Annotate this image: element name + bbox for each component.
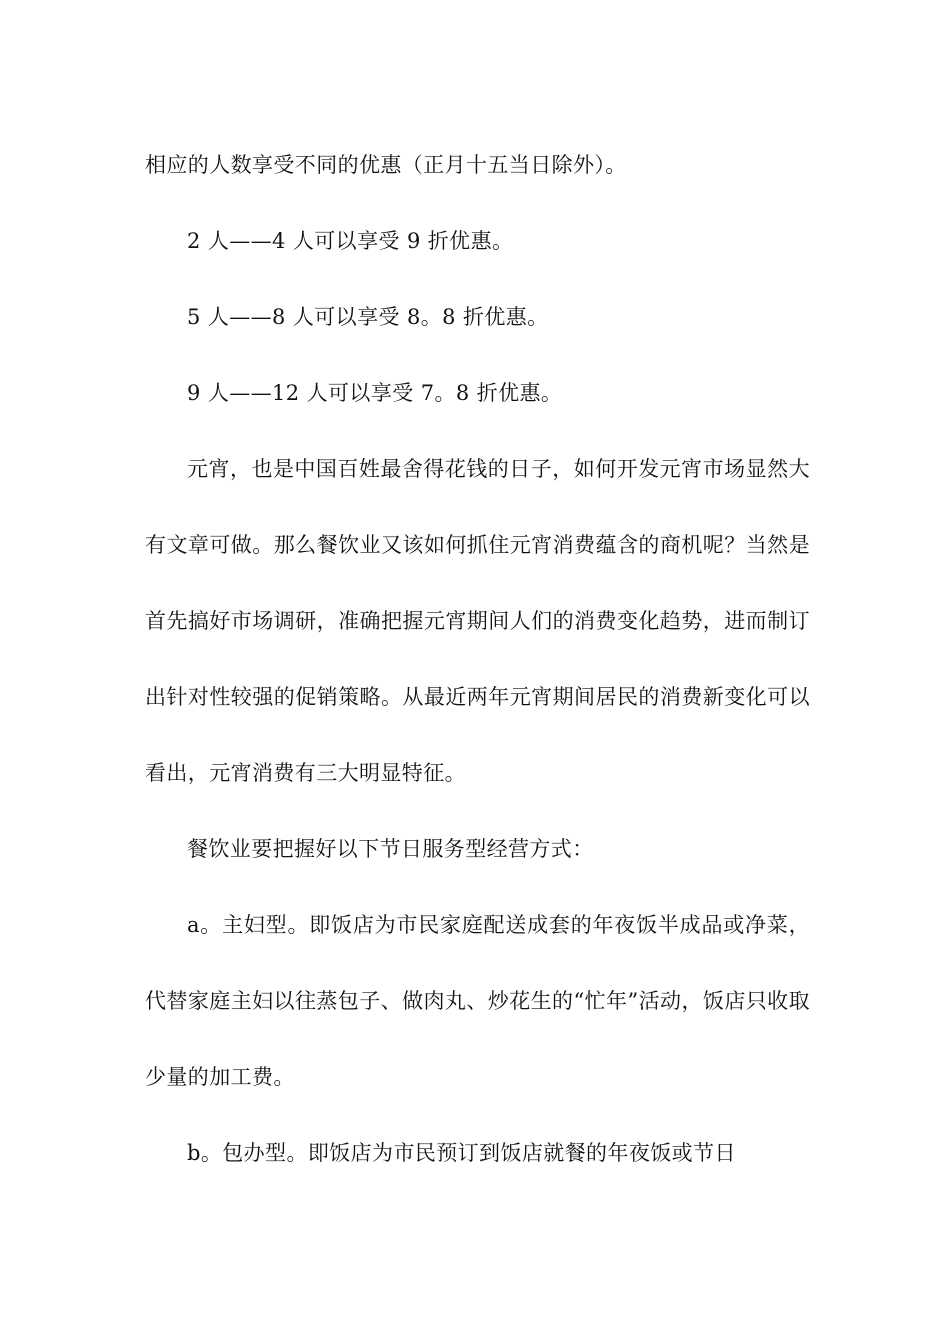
paragraph-mode-b: b。包办型。即饭店为市民预订到饭店就餐的年夜饭或节日 xyxy=(187,1141,736,1165)
paragraph-discount-5-8: 5 人——8 人可以享受 8。8 折优惠。 xyxy=(187,305,549,329)
paragraph-continuation: 相应的人数享受不同的优惠（正月十五当日除外）。 xyxy=(145,153,627,177)
paragraph-service-modes-intro: 餐饮业要把握好以下节日服务型经营方式： xyxy=(187,837,594,861)
paragraph-discount-9-12: 9 人——12 人可以享受 7。8 折优惠。 xyxy=(187,381,563,405)
paragraph-lantern-festival-market: 元宵，也是中国百姓最舍得花钱的日子，如何开发元宵市场显然大有文章可做。那么餐饮业又该如何抓住元宵消费蕴含的商机呢？当然是首先搞好市场调研，准确把握元宵期间人们的消费变化趋势，进而制订出针对性较强的促销策略。从最近两年元宵期间居民的消费新变化可以看出，元宵消费有三大明显特征。 xyxy=(145,457,810,785)
paragraph-mode-a: a。主妇型。即饭店为市民家庭配送成套的年夜饭半成品或净菜，代替家庭主妇以往蒸包子、做肉丸、炒花生的“忙年”活动，饭店只收取少量的加工费。 xyxy=(145,913,810,1089)
paragraph-discount-2-4: 2 人——4 人可以享受 9 折优惠。 xyxy=(187,229,514,253)
document-body xyxy=(145,127,810,1191)
